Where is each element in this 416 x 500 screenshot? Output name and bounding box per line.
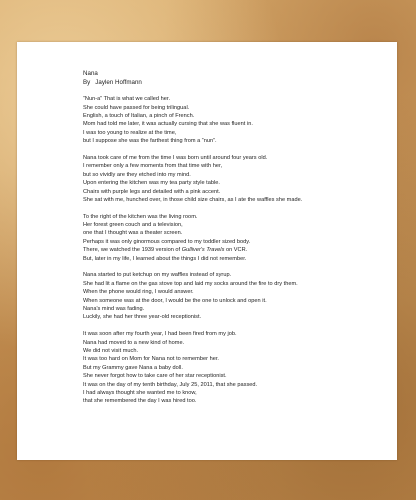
stanza <box>83 213 393 263</box>
poem-line: But, later in my life, I learned about the things I did not remember. <box>83 255 247 262</box>
poem-line: She had lit a flame on the gas stove top and laid my socks around the fire to dry them. <box>83 280 298 287</box>
poem-line: that she remembered the day I was hired too. <box>83 398 197 405</box>
poem-line: But my Grammy gave Nana a baby doll. <box>83 364 183 371</box>
poem-body <box>83 70 393 414</box>
poem-line: It was soon after my fourth year, I had been fired from my job. <box>83 331 237 338</box>
poem-line: but I suppose she was the farthest thing from a “nun”. <box>83 138 217 145</box>
poem-title: Nana <box>83 70 98 77</box>
poem-line: It was on the day of my tenth birthday, July 25, 2011, that she passed. <box>83 381 258 388</box>
poem-line: Chairs with purple legs and detailed with a pink accent. <box>83 188 221 195</box>
poem-line: English, a touch of Italian, a pinch of French. <box>83 113 195 119</box>
poem-line: It was too hard on Mom for Nana not to remember her. <box>83 356 219 363</box>
poem-line: Luckily, she had her three year-old receptionist. <box>83 314 202 321</box>
poem-line: She could have passed for being trilingual. <box>83 104 190 111</box>
poem-byline <box>83 79 393 88</box>
poem-line: I was too young to realize at the time, <box>83 129 177 136</box>
film-title: Gulliver's Travels <box>181 247 225 254</box>
poem-line: I remember only a few moments from that time with her, <box>83 163 223 170</box>
by-label: By <box>83 78 91 86</box>
poem-line: Her forest green couch and a television, <box>83 222 183 229</box>
poem-line <box>83 246 393 254</box>
poem-line: Perhaps it was only ginormous compared to my toddler sized body. <box>83 238 251 245</box>
stanza <box>83 271 393 321</box>
line-text: on VCR. <box>224 247 248 254</box>
poem-stanzas <box>83 95 393 406</box>
stanza <box>83 95 393 145</box>
poem-line: We did not visit much. <box>83 347 139 354</box>
document-page <box>17 42 397 460</box>
poem-line: Nana's mind was fading. <box>83 306 145 313</box>
poem-line: I had always thought she wanted me to know, <box>83 389 197 396</box>
poem-line: Mom had told me later, it was actually cursing that she was fluent in. <box>83 121 253 128</box>
stanza <box>83 154 393 204</box>
poem-line: one that I thought was a theater screen. <box>83 230 183 237</box>
poem-line: Nana started to put ketchup on my waffles instead of syrup. <box>83 272 232 279</box>
poem-line: Nana took care of me from the time I was born until around four years old. <box>83 154 268 161</box>
poem-line: “Nun-a” That is what we called her. <box>83 96 171 103</box>
poem-line: She never forgot how to take care of her star receptionist. <box>83 373 227 380</box>
poem-line: When the phone would ring, I would answer. <box>83 289 194 296</box>
stanza <box>83 330 393 406</box>
poem-line: She sat with me, hunched over, in those child size chairs, as I ate the waffles she made. <box>83 196 303 203</box>
poem-line: To the right of the kitchen was the living room. <box>83 213 198 220</box>
author-name: Jaylen Hoffmann <box>95 78 142 86</box>
poem-line: Nana had moved to a new kind of home. <box>83 339 185 346</box>
poem-line: but so vividly are they etched into my mind. <box>83 171 191 178</box>
poem-line: When someone was at the door, I would be the one to unlock and open it. <box>83 297 267 304</box>
poem-line: Upon entering the kitchen was my tea party style table. <box>83 180 220 187</box>
line-text: There, we watched the 1939 version of <box>83 247 182 254</box>
